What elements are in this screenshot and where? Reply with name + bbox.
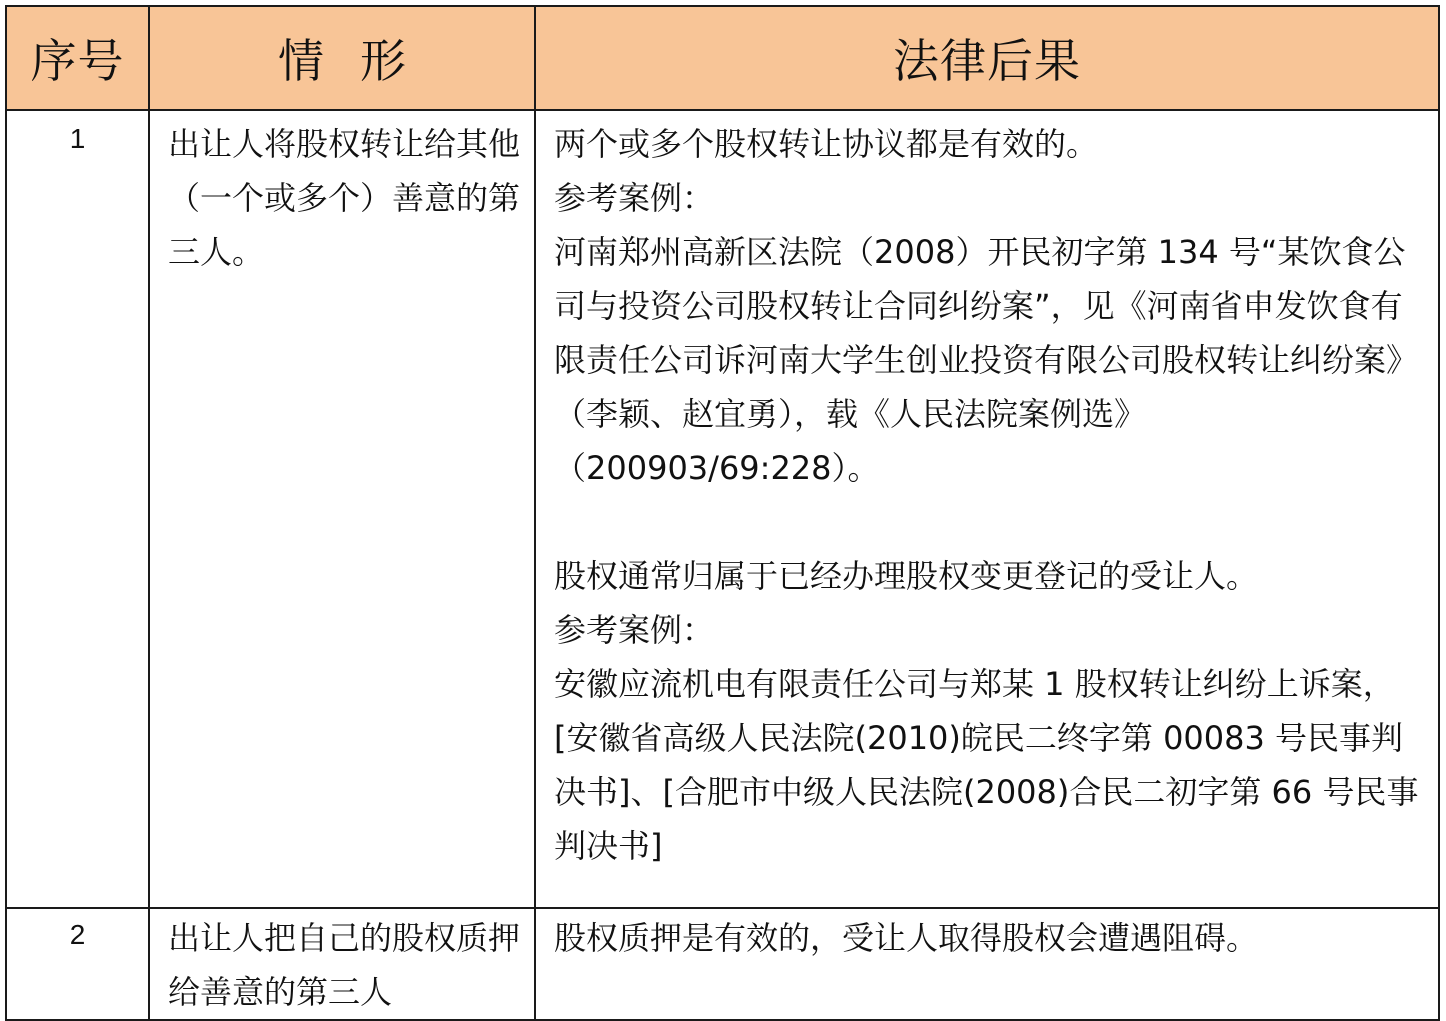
header-consequence: 法律后果 [535, 6, 1439, 110]
header-seq: 序号 [6, 6, 149, 110]
reference-case: 安徽应流机电有限责任公司与郑某 1 股权转让纠纷上诉案，[安徽省高级人民法院(2010)皖民二终字第 00083 号民事判决书]、[合肥市中级人民法院(2008)合民二初字第 66 号民事判决书] [554, 665, 1419, 865]
consequence-summary: 两个或多个股权转让协议都是有效的。 [554, 125, 1099, 163]
row-consequence: 股权质押是有效的，受让人取得股权会遭遇阻碍。 [535, 908, 1439, 1020]
row-situation: 出让人把自己的股权质押给善意的第三人 [149, 908, 535, 1020]
table-row [6, 110, 1439, 908]
reference-label: 参考案例： [554, 179, 715, 217]
header-situation: 情形 [149, 6, 535, 110]
table-row [6, 908, 1439, 1020]
row-seq: 1 [6, 110, 149, 908]
paragraph-spacer [554, 495, 1430, 549]
table-header-row [6, 6, 1439, 110]
consequence-summary: 股权通常归属于已经办理股权变更登记的受让人。 [554, 557, 1259, 595]
legal-consequences-table [5, 5, 1440, 1021]
reference-case: 河南郑州高新区法院（2008）开民初字第 134 号“某饮食公司与投资公司股权转让合同纠纷案”，见《河南省申发饮食有限责任公司诉河南大学生创业投资有限公司股权转让纠纷案》（李颖、赵宜勇），载《人民法院案例选》（200903/69:228）。 [554, 233, 1419, 487]
row-situation: 出让人将股权转让给其他（一个或多个）善意的第三人。 [149, 110, 535, 908]
row-consequence [535, 110, 1439, 908]
row-seq: 2 [6, 908, 149, 1020]
reference-label: 参考案例： [554, 611, 715, 649]
